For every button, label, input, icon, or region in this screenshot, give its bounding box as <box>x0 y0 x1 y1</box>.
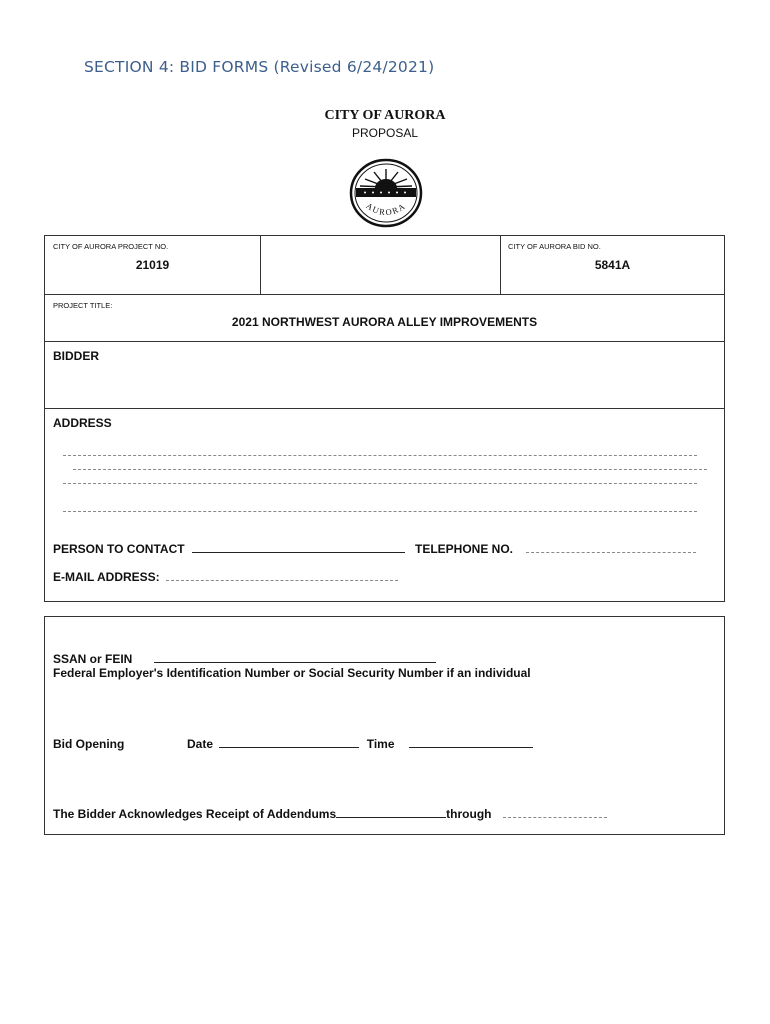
address-line-2[interactable] <box>73 469 707 470</box>
addenda-from-field[interactable] <box>336 817 446 818</box>
addenda-label: The Bidder Acknowledges Receipt of Addendums <box>53 807 337 821</box>
section-heading: SECTION 4: BID FORMS (Revised 6/24/2021) <box>84 58 435 76</box>
project-title: 2021 NORTHWEST AURORA ALLEY IMPROVEMENTS <box>231 315 538 329</box>
address-line-4[interactable] <box>63 511 697 512</box>
project-number-cell <box>44 235 261 295</box>
ssan-field[interactable] <box>154 662 436 663</box>
ssan-row <box>53 652 436 666</box>
email-row <box>53 570 398 584</box>
addenda-to-field[interactable] <box>503 817 607 818</box>
bid-opening-label: Bid Opening <box>53 737 125 751</box>
address-line-1[interactable] <box>63 455 697 456</box>
date-field[interactable] <box>219 747 359 748</box>
date-label: Date <box>187 737 214 751</box>
project-title-cell <box>44 294 725 342</box>
contact-field[interactable] <box>192 552 405 553</box>
address-line-3[interactable] <box>63 483 697 484</box>
time-label: Time <box>366 737 395 751</box>
bid-number: 5841A <box>594 258 631 272</box>
email-field[interactable] <box>166 580 398 581</box>
email-label: E-MAIL ADDRESS: <box>53 570 160 584</box>
ssan-label: SSAN or FEIN <box>53 652 133 666</box>
telephone-label: TELEPHONE NO. <box>415 542 514 556</box>
bidder-cell[interactable] <box>44 341 725 409</box>
project-number-label: CITY OF AURORA PROJECT NO. <box>53 242 169 251</box>
bidder-label: BIDDER <box>53 349 100 363</box>
fein-description: Federal Employer's Identification Number or Social Security Number if an individual <box>53 666 531 680</box>
through-label: through <box>446 807 492 821</box>
contact-label: PERSON TO CONTACT <box>53 542 185 556</box>
city-title: CITY OF AURORA <box>324 108 446 123</box>
address-label: ADDRESS <box>53 416 112 430</box>
project-number: 21019 <box>135 258 170 272</box>
bid-number-cell <box>500 235 725 295</box>
bid-details-box <box>44 616 725 835</box>
bid-number-label: CITY OF AURORA BID NO. <box>508 242 601 251</box>
seal-text: AURORA <box>364 200 408 218</box>
address-cell <box>44 408 725 602</box>
date-row <box>187 737 533 751</box>
project-title-label: PROJECT TITLE: <box>53 301 113 310</box>
telephone-field[interactable] <box>526 552 696 553</box>
time-field[interactable] <box>409 747 533 748</box>
blank-cell <box>260 235 501 295</box>
telephone-row <box>415 542 696 556</box>
contact-row <box>53 542 405 556</box>
document-type: PROPOSAL <box>351 126 419 140</box>
city-seal-logo <box>348 157 424 229</box>
addenda-row <box>53 807 607 821</box>
